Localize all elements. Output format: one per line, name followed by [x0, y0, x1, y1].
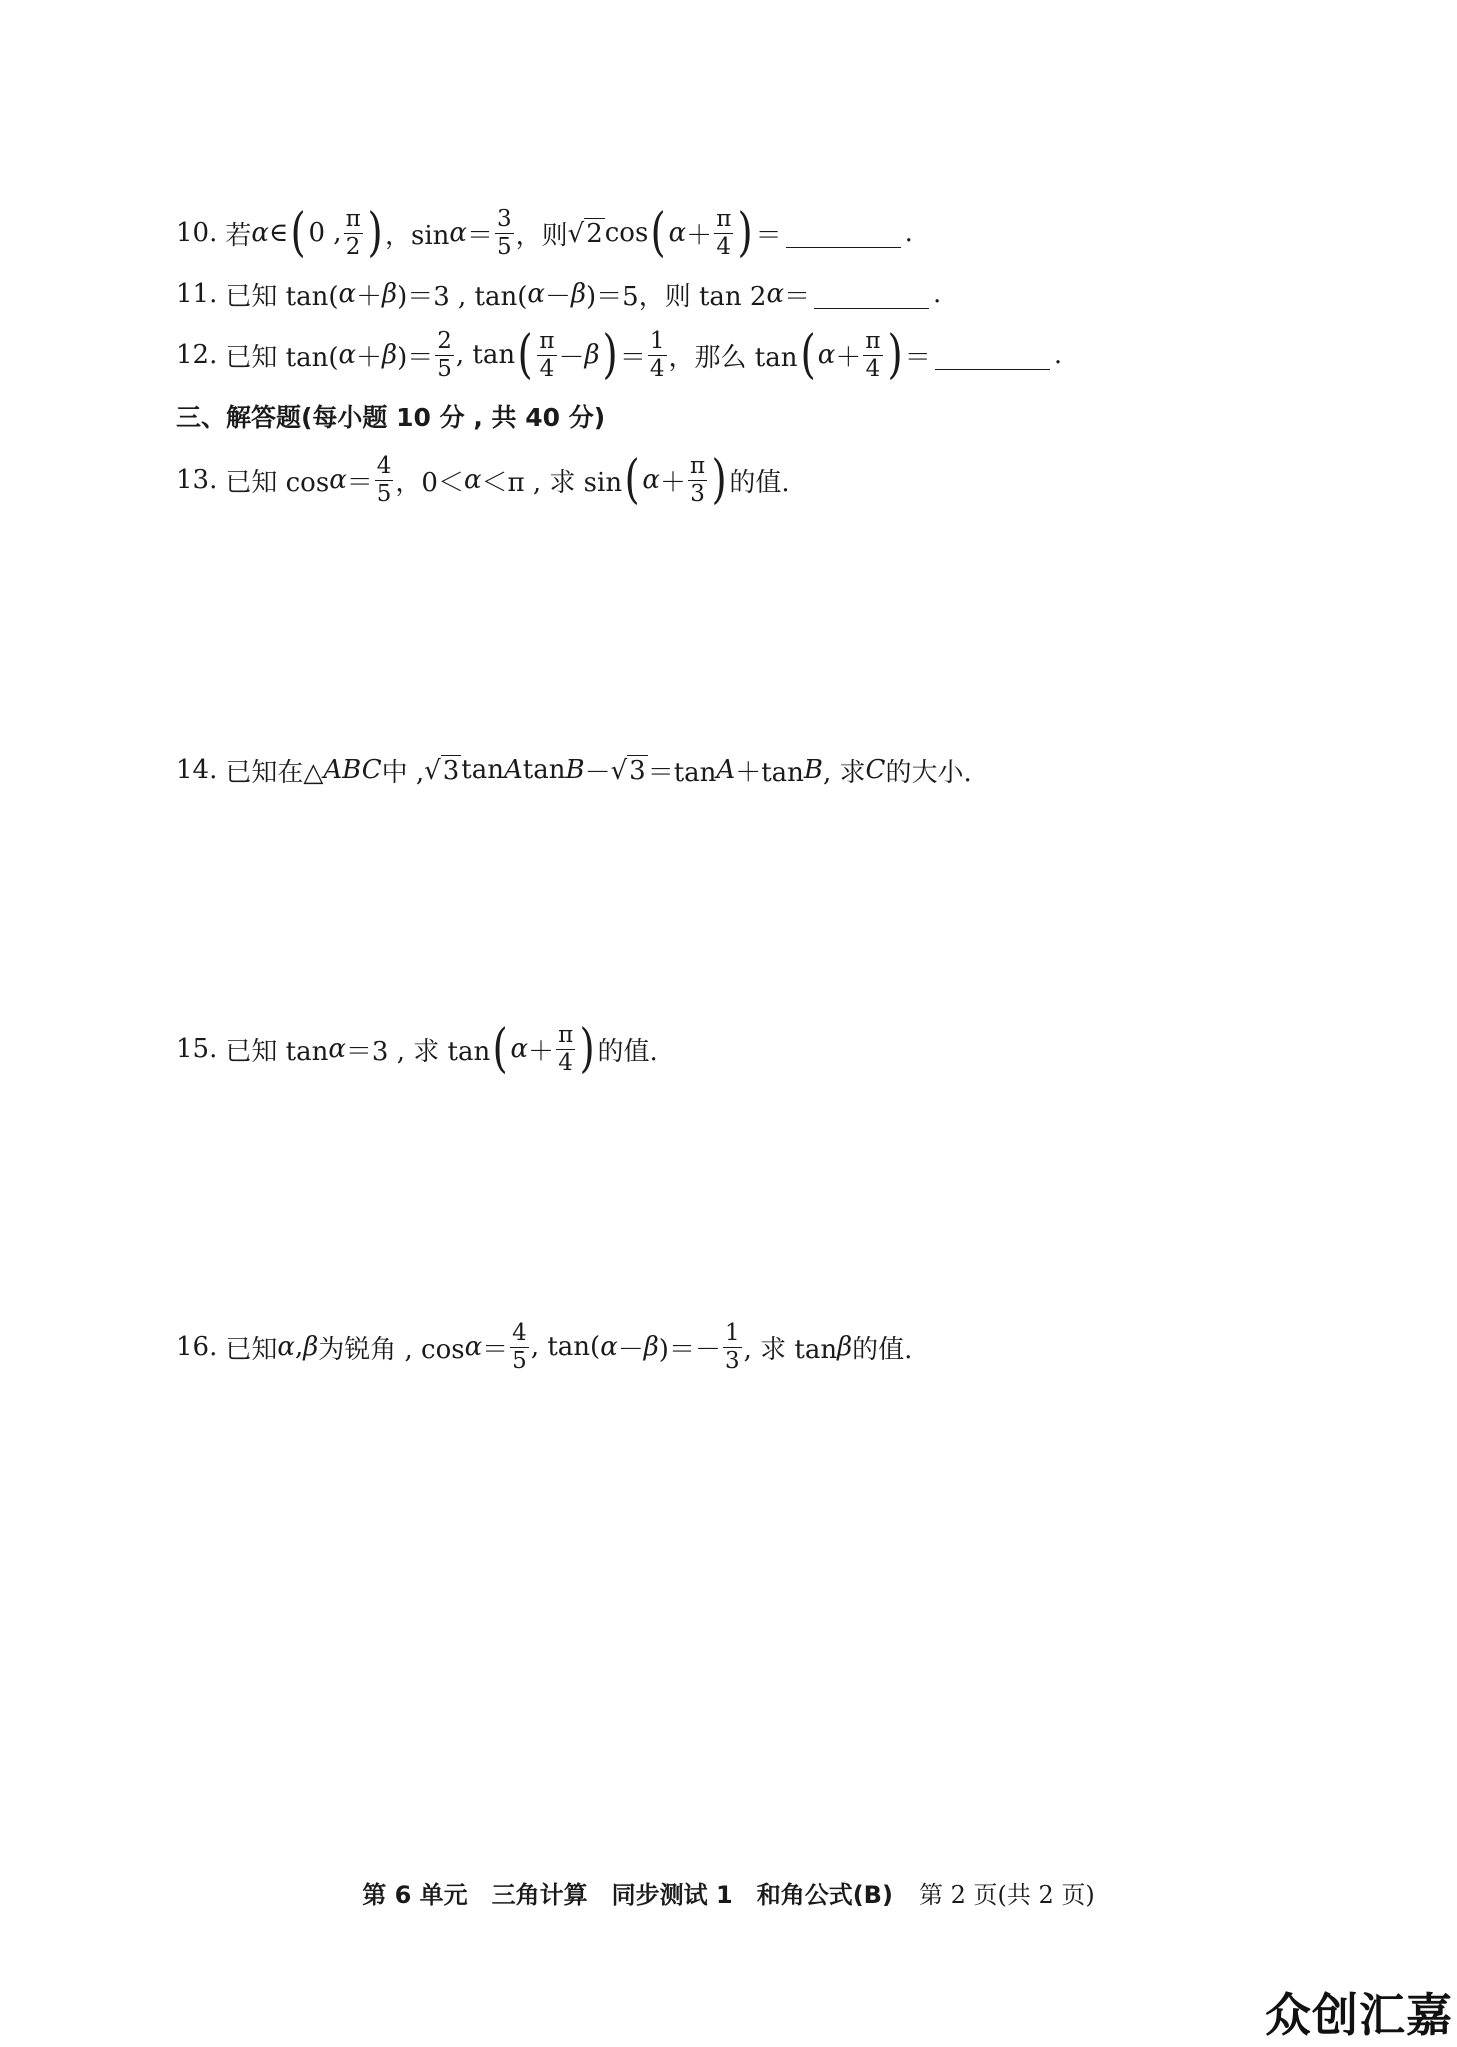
question-number: 12. — [176, 340, 218, 370]
answer-blank[interactable] — [935, 341, 1050, 370]
fraction: $\frac{\pi}{4}$ — [716, 206, 732, 260]
question-number: 10. — [176, 218, 218, 248]
fraction: $\frac{1}{4}$ — [649, 328, 665, 382]
fraction: $\frac{1}{3}$ — [724, 1320, 740, 1374]
section-heading: 三、解答题(每小题 10 分 , 共 40 分) — [176, 403, 606, 432]
question-number: 15. — [176, 1034, 218, 1064]
question-10: 10. 若 α ∈ ( 0 , $\frac{\pi}{2}$ ) ，sin α ＝ $\frac{3}{5}$ ，则 √ 2 cos ( α ＋ $\frac{\pi}{4}$ ) ＝ . — [176, 203, 913, 263]
question-12: 12. 已知 tan( α ＋ β )＝ $\frac{2}{5}$ , tan ( $\frac{\pi}{4}$ － β ) ＝ $\frac{1}{4}$ ，那么 tan ( α ＋ $\frac{\pi}{4}$ ) ＝ . — [176, 325, 1063, 385]
question-number: 11. — [176, 279, 218, 309]
fraction: $\frac{3}{5}$ — [496, 206, 512, 260]
fraction: $\frac{\pi}{4}$ — [539, 328, 555, 382]
question-number: 13. — [176, 465, 218, 495]
fraction: $\frac{\pi}{3}$ — [689, 453, 706, 507]
sqrt-icon: √ 2 — [567, 218, 603, 249]
fraction: $\frac{2}{5}$ — [437, 328, 452, 382]
question-number: 14. — [176, 755, 218, 785]
watermark-logo: 众创汇嘉 — [1265, 1988, 1453, 2042]
footer-page-number: 第 2 页(共 2 页) — [918, 1881, 1095, 1909]
fraction: $\frac{4}{5}$ — [512, 1320, 527, 1374]
fraction: $\frac{\pi}{4}$ — [558, 1022, 574, 1076]
answer-blank[interactable] — [786, 219, 901, 248]
question-13: 13. 已知 cos α ＝ $\frac{4}{5}$ ，0＜ α ＜π , 求 sin ( α ＋ $\frac{\pi}{3}$ ) 的值. — [176, 450, 790, 510]
question-14: 14. 已知在△ ABC 中 , √ 3 tan A tan B － √ 3 ＝tan A ＋tan B , 求 C 的大小. — [176, 755, 972, 788]
sqrt-icon: √ 3 — [610, 755, 646, 786]
fraction: $\frac{\pi}{4}$ — [865, 328, 881, 382]
fraction: $\frac{\pi}{2}$ — [345, 206, 361, 260]
page-footer — [0, 1875, 1457, 1910]
sqrt-icon: √ 3 — [424, 755, 460, 786]
question-11: 11. 已知 tan( α ＋ β )＝3 , tan( α － β )＝5，则 tan 2 α ＝ . — [176, 279, 942, 312]
footer-unit-title: 第 6 单元 三角计算 同步测试 1 和角公式(B) — [362, 1881, 893, 1909]
answer-blank[interactable] — [814, 280, 929, 309]
question-15: 15. 已知 tan α ＝3 , 求 tan ( α ＋ $\frac{\pi}{4}$ ) 的值. — [176, 1019, 658, 1079]
question-number: 16. — [176, 1332, 218, 1362]
fraction: $\frac{4}{5}$ — [376, 453, 392, 507]
question-16: 16. 已知 α , β 为锐角 , cos α ＝ $\frac{4}{5}$ , tan( α － β )＝－ $\frac{1}{3}$ , 求 tan β 的值. — [176, 1320, 913, 1374]
